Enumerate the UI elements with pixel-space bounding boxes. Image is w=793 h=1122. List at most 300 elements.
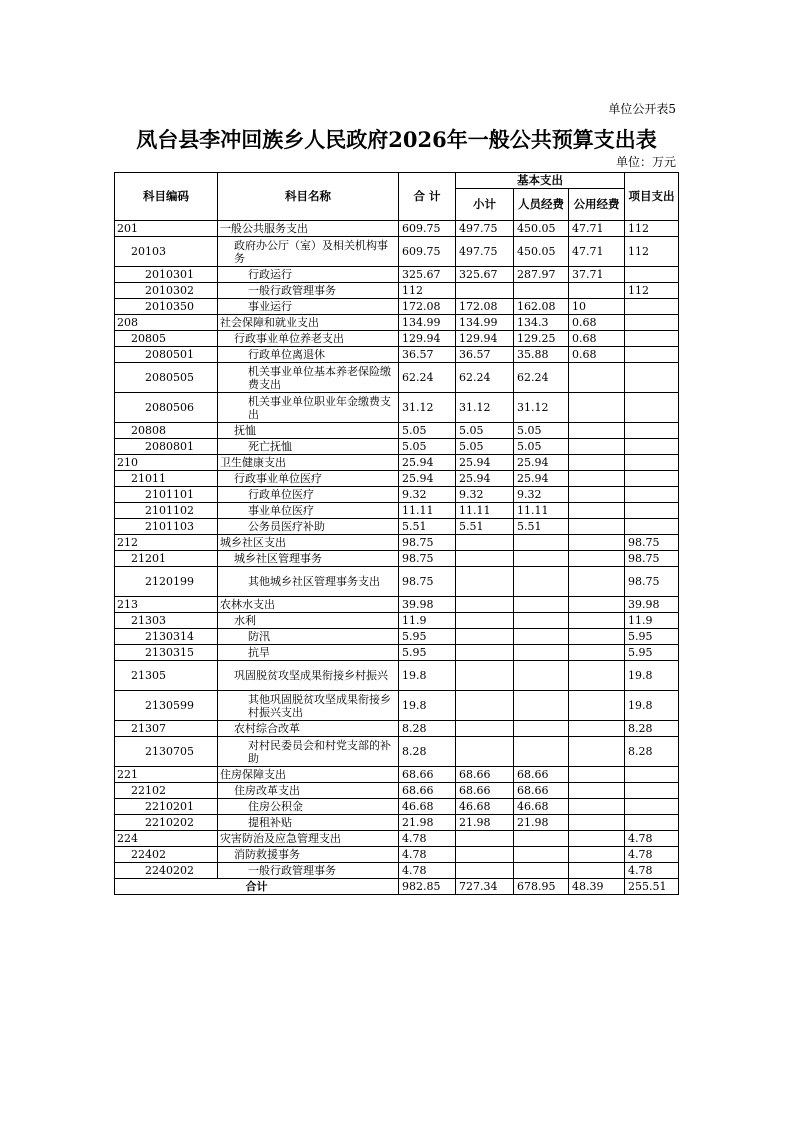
cell-personnel (514, 661, 569, 691)
cell-code: 2130315 (115, 645, 218, 661)
cell-total: 325.67 (399, 267, 456, 283)
cell-total: 25.94 (399, 455, 456, 471)
cell-public (569, 503, 625, 519)
totals-total: 982.85 (399, 879, 456, 895)
cell-name: 其他巩固脱贫攻坚成果衔接乡村振兴支出 (218, 691, 399, 721)
cell-name: 农林水支出 (218, 597, 399, 613)
cell-public (569, 661, 625, 691)
cell-subtotal: 68.66 (456, 767, 514, 783)
cell-public (569, 283, 625, 299)
cell-code: 21307 (115, 721, 218, 737)
cell-name: 机关事业单位职业年金缴费支出 (218, 393, 399, 423)
cell-name: 机关事业单位基本养老保险缴费支出 (218, 363, 399, 393)
cell-personnel: 5.51 (514, 519, 569, 535)
table-row (115, 721, 679, 737)
cell-project (625, 299, 679, 315)
cell-personnel (514, 847, 569, 863)
cell-total: 4.78 (399, 831, 456, 847)
table-row (115, 315, 679, 331)
cell-code: 2240202 (115, 863, 218, 879)
cell-name: 其他城乡社区管理事务支出 (218, 567, 399, 597)
cell-public: 0.68 (569, 347, 625, 363)
cell-subtotal (456, 863, 514, 879)
cell-personnel: 68.66 (514, 783, 569, 799)
cell-code: 212 (115, 535, 218, 551)
cell-name: 抚恤 (218, 423, 399, 439)
cell-total: 62.24 (399, 363, 456, 393)
cell-public (569, 783, 625, 799)
cell-code: 20103 (115, 237, 218, 267)
cell-personnel (514, 831, 569, 847)
cell-public (569, 815, 625, 831)
cell-personnel: 11.11 (514, 503, 569, 519)
totals-public: 48.39 (569, 879, 625, 895)
cell-public (569, 393, 625, 423)
cell-name: 行政运行 (218, 267, 399, 283)
table-row (115, 487, 679, 503)
totals-personnel: 678.95 (514, 879, 569, 895)
cell-subtotal: 172.08 (456, 299, 514, 315)
cell-project (625, 503, 679, 519)
cell-code: 2101102 (115, 503, 218, 519)
cell-total: 36.57 (399, 347, 456, 363)
cell-subtotal: 31.12 (456, 393, 514, 423)
cell-total: 5.51 (399, 519, 456, 535)
header-code: 科目编码 (115, 173, 218, 221)
cell-project: 8.28 (625, 737, 679, 767)
cell-project (625, 471, 679, 487)
table-row (115, 831, 679, 847)
cell-public (569, 487, 625, 503)
cell-project: 5.95 (625, 645, 679, 661)
cell-project (625, 767, 679, 783)
cell-subtotal: 134.99 (456, 315, 514, 331)
table-row (115, 799, 679, 815)
cell-personnel: 21.98 (514, 815, 569, 831)
cell-public (569, 519, 625, 535)
cell-public (569, 567, 625, 597)
cell-personnel: 25.94 (514, 455, 569, 471)
totals-project: 255.51 (625, 879, 679, 895)
cell-total: 5.95 (399, 645, 456, 661)
cell-personnel (514, 567, 569, 597)
cell-personnel (514, 551, 569, 567)
cell-subtotal (456, 535, 514, 551)
cell-total: 98.75 (399, 567, 456, 597)
table-row (115, 519, 679, 535)
header-public: 公用经费 (569, 189, 625, 221)
cell-name: 住房改革支出 (218, 783, 399, 799)
cell-code: 201 (115, 221, 218, 237)
cell-code: 213 (115, 597, 218, 613)
cell-total: 4.78 (399, 863, 456, 879)
cell-subtotal: 5.51 (456, 519, 514, 535)
cell-subtotal: 36.57 (456, 347, 514, 363)
cell-name: 一般公共服务支出 (218, 221, 399, 237)
header-basic: 基本支出 (456, 173, 625, 189)
table-row (115, 237, 679, 267)
cell-total: 8.28 (399, 737, 456, 767)
table-row (115, 767, 679, 783)
cell-subtotal (456, 567, 514, 597)
cell-project (625, 439, 679, 455)
cell-name: 巩固脱贫攻坚成果衔接乡村振兴 (218, 661, 399, 691)
cell-name: 一般行政管理事务 (218, 283, 399, 299)
cell-public (569, 767, 625, 783)
cell-project: 19.8 (625, 691, 679, 721)
cell-public (569, 691, 625, 721)
cell-project: 8.28 (625, 721, 679, 737)
cell-public (569, 799, 625, 815)
cell-total: 68.66 (399, 767, 456, 783)
cell-subtotal (456, 629, 514, 645)
table-row (115, 299, 679, 315)
cell-code: 2130705 (115, 737, 218, 767)
table-row (115, 221, 679, 237)
cell-public: 0.68 (569, 315, 625, 331)
budget-table (114, 172, 679, 895)
cell-name: 公务员医疗补助 (218, 519, 399, 535)
cell-personnel (514, 737, 569, 767)
cell-total: 21.98 (399, 815, 456, 831)
cell-name: 行政单位医疗 (218, 487, 399, 503)
cell-name: 防汛 (218, 629, 399, 645)
cell-total: 4.78 (399, 847, 456, 863)
cell-project (625, 423, 679, 439)
cell-public (569, 629, 625, 645)
cell-code: 2101103 (115, 519, 218, 535)
cell-total: 609.75 (399, 237, 456, 267)
cell-name: 死亡抚恤 (218, 439, 399, 455)
cell-total: 11.11 (399, 503, 456, 519)
table-row (115, 439, 679, 455)
cell-name: 水利 (218, 613, 399, 629)
table-row (115, 347, 679, 363)
cell-personnel (514, 863, 569, 879)
cell-public (569, 721, 625, 737)
cell-public: 37.71 (569, 267, 625, 283)
cell-subtotal (456, 645, 514, 661)
cell-personnel: 5.05 (514, 423, 569, 439)
cell-personnel: 134.3 (514, 315, 569, 331)
cell-code: 221 (115, 767, 218, 783)
cell-code: 2080501 (115, 347, 218, 363)
cell-public: 47.71 (569, 237, 625, 267)
table-row (115, 551, 679, 567)
cell-public (569, 363, 625, 393)
table-row (115, 597, 679, 613)
cell-public (569, 439, 625, 455)
cell-subtotal: 25.94 (456, 455, 514, 471)
cell-name: 事业单位医疗 (218, 503, 399, 519)
cell-project (625, 815, 679, 831)
cell-personnel: 450.05 (514, 237, 569, 267)
cell-project (625, 315, 679, 331)
cell-personnel: 25.94 (514, 471, 569, 487)
cell-name: 农村综合改革 (218, 721, 399, 737)
page-title: 凤台县李冲回族乡人民政府2026年一般公共预算支出表 (136, 127, 657, 152)
cell-code: 21303 (115, 613, 218, 629)
cell-total: 39.98 (399, 597, 456, 613)
cell-public (569, 847, 625, 863)
table-row (115, 645, 679, 661)
cell-subtotal (456, 661, 514, 691)
cell-total: 98.75 (399, 551, 456, 567)
cell-subtotal: 129.94 (456, 331, 514, 347)
cell-total: 98.75 (399, 535, 456, 551)
cell-public (569, 597, 625, 613)
totals-row (115, 879, 679, 895)
cell-code: 210 (115, 455, 218, 471)
table-row (115, 863, 679, 879)
cell-code: 21201 (115, 551, 218, 567)
cell-name: 卫生健康支出 (218, 455, 399, 471)
cell-project: 98.75 (625, 535, 679, 551)
cell-personnel (514, 629, 569, 645)
cell-subtotal (456, 283, 514, 299)
cell-personnel (514, 645, 569, 661)
cell-project: 19.8 (625, 661, 679, 691)
cell-project: 4.78 (625, 847, 679, 863)
cell-code: 20805 (115, 331, 218, 347)
cell-public (569, 831, 625, 847)
cell-code: 2210202 (115, 815, 218, 831)
cell-personnel (514, 721, 569, 737)
cell-personnel: 31.12 (514, 393, 569, 423)
cell-subtotal (456, 597, 514, 613)
table-row (115, 691, 679, 721)
cell-subtotal (456, 551, 514, 567)
cell-total: 134.99 (399, 315, 456, 331)
cell-name: 一般行政管理事务 (218, 863, 399, 879)
cell-subtotal: 497.75 (456, 221, 514, 237)
cell-personnel: 129.25 (514, 331, 569, 347)
cell-subtotal (456, 613, 514, 629)
table-body (115, 221, 679, 879)
cell-code: 2080506 (115, 393, 218, 423)
cell-name: 行政事业单位医疗 (218, 471, 399, 487)
cell-total: 19.8 (399, 691, 456, 721)
cell-name: 城乡社区管理事务 (218, 551, 399, 567)
cell-total: 8.28 (399, 721, 456, 737)
cell-project: 4.78 (625, 831, 679, 847)
cell-project: 98.75 (625, 551, 679, 567)
cell-project (625, 783, 679, 799)
cell-project: 112 (625, 221, 679, 237)
table-row (115, 535, 679, 551)
cell-code: 21305 (115, 661, 218, 691)
cell-code: 2080801 (115, 439, 218, 455)
table-row (115, 783, 679, 799)
cell-code: 208 (115, 315, 218, 331)
table-row (115, 613, 679, 629)
header-subtotal: 小计 (456, 189, 514, 221)
cell-project: 5.95 (625, 629, 679, 645)
cell-code: 2101101 (115, 487, 218, 503)
cell-personnel (514, 613, 569, 629)
cell-total: 31.12 (399, 393, 456, 423)
cell-public (569, 645, 625, 661)
cell-personnel (514, 597, 569, 613)
cell-subtotal: 68.66 (456, 783, 514, 799)
table-row (115, 737, 679, 767)
cell-total: 25.94 (399, 471, 456, 487)
cell-project: 112 (625, 283, 679, 299)
totals-label: 合计 (115, 879, 399, 895)
table-row (115, 393, 679, 423)
cell-code: 224 (115, 831, 218, 847)
cell-total: 11.9 (399, 613, 456, 629)
cell-project (625, 799, 679, 815)
cell-personnel: 5.05 (514, 439, 569, 455)
cell-public (569, 737, 625, 767)
cell-personnel: 9.32 (514, 487, 569, 503)
cell-project: 11.9 (625, 613, 679, 629)
cell-public (569, 455, 625, 471)
cell-code: 22102 (115, 783, 218, 799)
cell-subtotal (456, 831, 514, 847)
header-personnel: 人员经费 (514, 189, 569, 221)
cell-name: 社会保障和就业支出 (218, 315, 399, 331)
cell-subtotal: 25.94 (456, 471, 514, 487)
cell-total: 19.8 (399, 661, 456, 691)
cell-subtotal (456, 721, 514, 737)
cell-subtotal (456, 737, 514, 767)
cell-total: 46.68 (399, 799, 456, 815)
cell-public (569, 471, 625, 487)
cell-subtotal: 325.67 (456, 267, 514, 283)
cell-name: 提租补贴 (218, 815, 399, 831)
header-name: 科目名称 (218, 173, 399, 221)
cell-subtotal (456, 847, 514, 863)
cell-code: 20808 (115, 423, 218, 439)
cell-name: 城乡社区支出 (218, 535, 399, 551)
cell-code: 2130314 (115, 629, 218, 645)
cell-code: 21011 (115, 471, 218, 487)
cell-total: 172.08 (399, 299, 456, 315)
cell-project (625, 393, 679, 423)
cell-total: 112 (399, 283, 456, 299)
cell-public (569, 535, 625, 551)
cell-total: 609.75 (399, 221, 456, 237)
cell-personnel: 46.68 (514, 799, 569, 815)
table-row (115, 503, 679, 519)
cell-project: 39.98 (625, 597, 679, 613)
cell-project (625, 487, 679, 503)
cell-code: 22402 (115, 847, 218, 863)
cell-personnel: 287.97 (514, 267, 569, 283)
cell-name: 对村民委员会和村党支部的补助 (218, 737, 399, 767)
cell-project (625, 519, 679, 535)
cell-personnel: 62.24 (514, 363, 569, 393)
cell-personnel (514, 283, 569, 299)
cell-public: 0.68 (569, 331, 625, 347)
cell-subtotal: 21.98 (456, 815, 514, 831)
cell-subtotal: 46.68 (456, 799, 514, 815)
cell-subtotal: 5.05 (456, 439, 514, 455)
cell-personnel: 68.66 (514, 767, 569, 783)
table-row (115, 661, 679, 691)
table-row (115, 423, 679, 439)
cell-total: 5.05 (399, 423, 456, 439)
cell-code: 2130599 (115, 691, 218, 721)
table-row (115, 455, 679, 471)
cell-name: 住房保障支出 (218, 767, 399, 783)
cell-total: 68.66 (399, 783, 456, 799)
cell-name: 事业运行 (218, 299, 399, 315)
cell-project (625, 331, 679, 347)
table-row (115, 283, 679, 299)
cell-name: 住房公积金 (218, 799, 399, 815)
cell-project (625, 267, 679, 283)
table-row (115, 363, 679, 393)
table-row (115, 267, 679, 283)
cell-code: 2210201 (115, 799, 218, 815)
cell-public: 47.71 (569, 221, 625, 237)
cell-public (569, 551, 625, 567)
cell-code: 2010350 (115, 299, 218, 315)
cell-total: 5.95 (399, 629, 456, 645)
cell-project (625, 347, 679, 363)
cell-personnel: 450.05 (514, 221, 569, 237)
cell-name: 灾害防治及应急管理支出 (218, 831, 399, 847)
cell-code: 2010302 (115, 283, 218, 299)
cell-personnel (514, 535, 569, 551)
cell-total: 129.94 (399, 331, 456, 347)
table-row (115, 815, 679, 831)
cell-name: 抗旱 (218, 645, 399, 661)
cell-total: 5.05 (399, 439, 456, 455)
table-row (115, 331, 679, 347)
cell-public (569, 423, 625, 439)
cell-project: 4.78 (625, 863, 679, 879)
cell-public (569, 613, 625, 629)
cell-name: 行政事业单位养老支出 (218, 331, 399, 347)
header-project: 项目支出 (625, 173, 679, 221)
cell-name: 政府办公厅（室）及相关机构事务 (218, 237, 399, 267)
cell-personnel: 35.88 (514, 347, 569, 363)
cell-subtotal: 11.11 (456, 503, 514, 519)
table-row (115, 629, 679, 645)
cell-personnel (514, 691, 569, 721)
cell-total: 9.32 (399, 487, 456, 503)
cell-subtotal (456, 691, 514, 721)
cell-name: 消防救援事务 (218, 847, 399, 863)
form-number: 单位公开表5 (608, 102, 676, 116)
cell-public: 10 (569, 299, 625, 315)
cell-project: 98.75 (625, 567, 679, 597)
totals-subtotal: 727.34 (456, 879, 514, 895)
cell-subtotal: 5.05 (456, 423, 514, 439)
cell-project (625, 363, 679, 393)
cell-project: 112 (625, 237, 679, 267)
cell-project (625, 455, 679, 471)
cell-code: 2080505 (115, 363, 218, 393)
table-row (115, 471, 679, 487)
cell-code: 2120199 (115, 567, 218, 597)
cell-personnel: 162.08 (514, 299, 569, 315)
cell-subtotal: 62.24 (456, 363, 514, 393)
cell-subtotal: 9.32 (456, 487, 514, 503)
cell-code: 2010301 (115, 267, 218, 283)
table-row (115, 847, 679, 863)
table-row (115, 567, 679, 597)
cell-public (569, 863, 625, 879)
header-total: 合 计 (399, 173, 456, 221)
unit-label: 单位：万元 (615, 155, 676, 169)
cell-subtotal: 497.75 (456, 237, 514, 267)
cell-name: 行政单位离退休 (218, 347, 399, 363)
